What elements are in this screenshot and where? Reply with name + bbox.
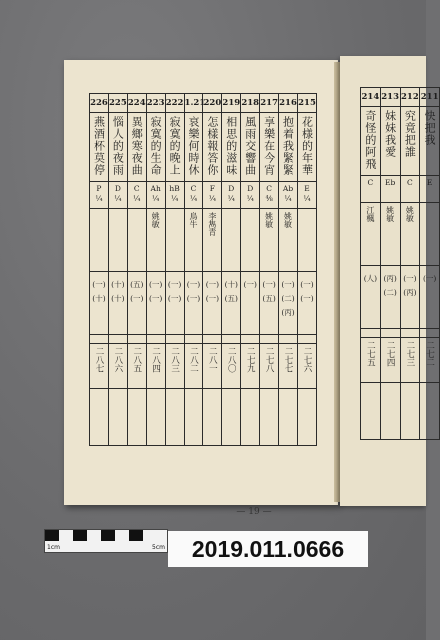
key-meter-cell xyxy=(260,182,279,209)
blank-cell xyxy=(90,389,109,446)
blank-cell xyxy=(165,389,184,446)
song-number-text: 226 xyxy=(90,98,108,108)
blank-cell xyxy=(361,383,381,440)
marks-row xyxy=(361,266,440,329)
credit-cell xyxy=(420,203,440,266)
catalog-number-cell xyxy=(260,344,279,389)
page-number: — 19 — xyxy=(236,507,272,517)
song-number-text: 216 xyxy=(279,98,297,108)
key-signature: C xyxy=(367,178,374,187)
key-signature: C xyxy=(407,178,413,187)
song-number-cell xyxy=(90,94,109,113)
blank-cell xyxy=(241,389,260,446)
spacer-cell xyxy=(400,329,420,338)
left-page xyxy=(64,60,338,517)
spacer-cell xyxy=(222,335,241,344)
marks-cell xyxy=(127,272,146,335)
song-title-text: 抱着我緊緊 xyxy=(281,116,295,176)
song-title-text: 異鄉寒夜曲 xyxy=(130,116,144,176)
blank-cell xyxy=(184,389,203,446)
blank-cell xyxy=(146,389,165,446)
right-page xyxy=(340,56,439,506)
song-number-text: 211 xyxy=(420,92,439,102)
song-title-text: 惱人的夜雨 xyxy=(111,116,125,176)
song-title-text: 哀樂何時休 xyxy=(186,116,200,176)
catalog-number-text: 二八六 xyxy=(112,347,123,373)
song-title-text: 寂寞的生命 xyxy=(149,116,163,176)
song-title-text: 奇怪的阿飛 xyxy=(363,110,377,170)
key-meter-cell xyxy=(361,176,381,203)
scale-block xyxy=(45,530,59,541)
catalog-number-cell xyxy=(361,338,381,383)
credit-row xyxy=(361,203,440,266)
spacer-cell xyxy=(184,335,203,344)
credit-cell xyxy=(127,209,146,272)
spacer-cell xyxy=(279,335,298,344)
credit-text: 姚敏 xyxy=(385,206,395,222)
key-signature: E xyxy=(426,178,433,187)
song-number-cell xyxy=(241,94,260,113)
song-title-cell xyxy=(297,113,316,182)
song-title-text: 享樂在今宵 xyxy=(262,116,276,176)
spacer-cell xyxy=(380,329,400,338)
blank-cell xyxy=(420,383,440,440)
song-title-cell xyxy=(260,113,279,182)
song-title-text: 寂寞的晚上 xyxy=(168,116,182,176)
spacer-cell xyxy=(127,335,146,344)
credit-text: 姚敏 xyxy=(283,212,293,228)
song-title-cell xyxy=(241,113,260,182)
song-number-text: 218 xyxy=(241,98,260,108)
catalog-number-cell xyxy=(184,344,203,389)
credit-cell xyxy=(279,209,298,272)
song-title-cell xyxy=(279,113,298,182)
song-title-cell xyxy=(90,113,109,182)
accession-number: 2019.011.0666 xyxy=(168,531,368,567)
credit-text: 姚敏 xyxy=(264,212,274,228)
mark: (一) xyxy=(205,294,220,303)
blank-cell xyxy=(108,389,127,446)
song-title-text: 快把我 xyxy=(423,110,437,146)
song-title-cell xyxy=(146,113,165,182)
mark: (一) xyxy=(167,280,182,289)
mark: (十) xyxy=(111,294,125,303)
mark: (五) xyxy=(224,294,238,303)
key-signature: Ab xyxy=(282,184,294,193)
mark: (一) xyxy=(262,280,276,289)
blank-cell xyxy=(203,389,222,446)
spacer-row xyxy=(361,329,440,338)
spacer-cell xyxy=(420,329,440,338)
catalog-number-cell xyxy=(90,344,109,389)
catalog-number-text: 二八四 xyxy=(150,347,161,373)
song-number-row xyxy=(361,88,440,107)
credit-cell xyxy=(203,209,222,272)
spacer-cell xyxy=(165,335,184,344)
song-title-text: 妹妹我愛 xyxy=(383,110,397,158)
song-number-text: 212 xyxy=(401,92,419,102)
credit-cell xyxy=(90,209,109,272)
mark: (一) xyxy=(205,280,220,289)
catalog-number-text: 二八五 xyxy=(131,347,142,373)
mark: (一) xyxy=(148,280,163,289)
catalog-number-text: 二八一 xyxy=(207,347,218,373)
song-number-cell xyxy=(184,94,206,113)
mark: (一) xyxy=(300,294,314,303)
credit-cell xyxy=(146,209,165,272)
catalog-number-text: 二七二 xyxy=(424,341,435,367)
credit-cell xyxy=(297,209,316,272)
catalog-number-cell xyxy=(297,344,316,389)
key-meter-cell xyxy=(241,182,260,209)
song-number-cell xyxy=(260,94,279,113)
key-meter-cell xyxy=(184,182,203,209)
song-number-cell xyxy=(380,88,400,107)
marks-cell xyxy=(241,272,260,335)
catalog-number-text: 二七六 xyxy=(301,347,312,373)
song-title-text: 花様的年華 xyxy=(300,116,314,176)
marks-cell xyxy=(400,266,420,329)
catalog-number-text: 二八二 xyxy=(188,347,199,373)
song-number-cell xyxy=(279,94,298,113)
blank-row xyxy=(90,389,317,446)
mark: (一) xyxy=(243,280,257,289)
song-number-cell xyxy=(165,94,184,113)
song-number-cell xyxy=(361,88,381,107)
credit-text: 李雋青 xyxy=(207,212,217,236)
catalog-number-cell xyxy=(241,344,260,389)
scale-block xyxy=(101,530,115,541)
blank-row xyxy=(361,383,440,440)
scale-right-label: 5cm xyxy=(152,544,165,551)
catalog-number-cell xyxy=(380,338,400,383)
song-title-row xyxy=(90,113,317,182)
mark: (一) xyxy=(167,294,182,303)
key-signature: C xyxy=(133,184,140,193)
key-signature: Ah xyxy=(150,184,161,193)
spacer-cell xyxy=(260,335,279,344)
song-index-table xyxy=(89,93,317,446)
catalog-number-text: 二八七 xyxy=(93,347,104,373)
time-signature: ¼ xyxy=(227,194,235,203)
song-title-cell xyxy=(380,107,400,176)
song-title-cell xyxy=(165,113,184,182)
mark: (丙) xyxy=(383,274,397,283)
time-signature: ¼ xyxy=(95,194,103,203)
mark: (一) xyxy=(130,294,144,303)
blank-cell xyxy=(400,383,420,440)
mark: (一) xyxy=(186,294,201,303)
catalog-number-cell xyxy=(108,344,127,389)
credit-row xyxy=(90,209,317,272)
marks-cell xyxy=(279,272,298,335)
key-meter-cell xyxy=(420,176,440,203)
key-signature: E xyxy=(304,184,310,193)
song-number-cell xyxy=(146,94,165,113)
song-title-text: 究竟把誰 xyxy=(403,110,417,158)
song-number-text: 222 xyxy=(165,98,184,108)
mark: (十) xyxy=(224,280,238,289)
mark: (十) xyxy=(92,294,106,303)
song-number-cell xyxy=(127,94,146,113)
song-title-cell xyxy=(108,113,127,182)
mark: (一) xyxy=(186,280,201,289)
scale-block xyxy=(73,530,87,541)
credit-cell xyxy=(241,209,260,272)
catalog-number-cell xyxy=(165,344,184,389)
spacer-cell xyxy=(361,329,381,338)
catalog-number-cell xyxy=(420,338,440,383)
key-meter-cell xyxy=(222,182,241,209)
catalog-number-cell xyxy=(222,344,241,389)
mark: (一) xyxy=(300,280,314,289)
song-number-cell xyxy=(203,94,222,113)
catalog-number-text: 二七五 xyxy=(365,341,376,367)
blank-cell xyxy=(222,389,241,446)
song-number-text: 225 xyxy=(108,98,127,108)
song-title-text: 燕酒杯莫停 xyxy=(92,116,106,176)
song-number-text: 1.21 xyxy=(184,98,206,108)
song-title-cell xyxy=(400,107,420,176)
blank-cell xyxy=(380,383,400,440)
key-signature: C xyxy=(190,184,197,193)
credit-cell xyxy=(222,209,241,272)
marks-cell xyxy=(146,272,165,335)
mark: (十) xyxy=(111,280,125,289)
song-number-cell xyxy=(108,94,127,113)
marks-cell xyxy=(361,266,381,329)
scale-bar xyxy=(44,529,168,553)
time-signature: ¼ xyxy=(303,194,311,203)
mark: (一) xyxy=(281,280,295,289)
key-signature: F xyxy=(209,184,215,193)
song-number-text: 213 xyxy=(381,92,399,102)
marks-cell xyxy=(165,272,184,335)
catalog-number-cell xyxy=(127,344,146,389)
song-number-text: 217 xyxy=(260,98,278,108)
marks-cell xyxy=(260,272,279,335)
marks-cell xyxy=(184,272,203,335)
key-meter-cell xyxy=(127,182,146,209)
catalog-number-text: 二七七 xyxy=(283,347,294,373)
time-signature: ¼ xyxy=(189,194,198,203)
song-number-row xyxy=(90,94,317,113)
time-signature: ¼ xyxy=(284,194,292,203)
mark: (一) xyxy=(403,274,417,283)
key-meter-cell xyxy=(297,182,316,209)
catalog-number-text: 二八三 xyxy=(169,347,180,373)
key-signature: D xyxy=(247,184,254,193)
key-meter-cell xyxy=(400,176,420,203)
spacer-row xyxy=(90,335,317,344)
blank-cell xyxy=(127,389,146,446)
song-number-text: 214 xyxy=(361,92,380,102)
key-meter-cell xyxy=(165,182,184,209)
song-number-text: 224 xyxy=(127,98,146,108)
catalog-number-row xyxy=(90,344,317,389)
marks-cell xyxy=(380,266,400,329)
time-signature: ¼ xyxy=(114,194,122,203)
mark: (二) xyxy=(281,294,295,303)
time-signature: ¼ xyxy=(133,194,141,203)
mark: (丙) xyxy=(281,308,295,317)
credit-cell xyxy=(165,209,184,272)
spacer-cell xyxy=(203,335,222,344)
song-title-cell xyxy=(203,113,222,182)
time-signature: ¼ xyxy=(170,194,179,203)
credit-cell xyxy=(400,203,420,266)
marks-cell xyxy=(222,272,241,335)
catalog-number-cell xyxy=(400,338,420,383)
song-number-cell xyxy=(420,88,440,107)
mark: (一) xyxy=(148,294,163,303)
song-number-text: 219 xyxy=(222,98,241,108)
catalog-number-text: 二七九 xyxy=(245,347,256,373)
marks-cell xyxy=(203,272,222,335)
marks-cell xyxy=(108,272,127,335)
song-number-cell xyxy=(400,88,420,107)
song-title-text: 風雨交響曲 xyxy=(243,116,257,176)
key-meter-cell xyxy=(279,182,298,209)
song-title-cell xyxy=(127,113,146,182)
key-signature: D xyxy=(114,184,121,193)
marks-row xyxy=(90,272,317,335)
key-meter-row xyxy=(361,176,440,203)
song-number-text: 223 xyxy=(146,98,165,108)
credit-cell xyxy=(184,209,203,272)
blank-cell xyxy=(279,389,298,446)
key-signature: hB xyxy=(169,184,180,193)
time-signature: ¼ xyxy=(246,194,254,203)
credit-cell xyxy=(380,203,400,266)
scale-block xyxy=(129,530,143,541)
song-title-cell xyxy=(420,107,440,176)
catalog-number-text: 二七八 xyxy=(264,347,275,373)
catalog-number-cell xyxy=(146,344,165,389)
key-signature: C xyxy=(266,184,272,193)
mark: (二) xyxy=(383,288,397,297)
song-title-cell xyxy=(184,113,203,182)
song-number-cell xyxy=(222,94,241,113)
time-signature: ⁴⁄₈ xyxy=(265,194,273,203)
song-title-text: 相思的滋味 xyxy=(224,116,238,176)
time-signature: ¼ xyxy=(152,194,160,203)
blank-cell xyxy=(297,389,316,446)
time-signature: ¼ xyxy=(208,194,217,203)
catalog-number-cell xyxy=(203,344,222,389)
catalog-number-row xyxy=(361,338,440,383)
marks-cell xyxy=(90,272,109,335)
credit-cell xyxy=(260,209,279,272)
key-meter-cell xyxy=(146,182,165,209)
mark: (一) xyxy=(92,280,106,289)
spacer-cell xyxy=(241,335,260,344)
mark: (一) xyxy=(422,274,437,283)
mark: (五) xyxy=(262,294,276,303)
song-title-cell xyxy=(222,113,241,182)
mark: (五) xyxy=(130,280,144,289)
key-signature: P xyxy=(96,184,102,193)
credit-cell xyxy=(361,203,381,266)
song-number-text: 215 xyxy=(298,98,316,108)
blank-cell xyxy=(260,389,279,446)
key-meter-row xyxy=(90,182,317,209)
key-meter-cell xyxy=(90,182,109,209)
mark: (人) xyxy=(363,274,378,283)
catalog-number-text: 二七三 xyxy=(404,341,415,367)
credit-text: 姚敏 xyxy=(405,206,415,222)
catalog-number-text: 二八〇 xyxy=(226,347,237,373)
marks-cell xyxy=(420,266,440,329)
credit-text: 鳥牛 xyxy=(188,212,198,228)
song-number-text: 220 xyxy=(203,98,222,108)
spacer-cell xyxy=(108,335,127,344)
song-title-text: 怎樣報答你 xyxy=(205,116,219,176)
catalog-number-text: 二七四 xyxy=(385,341,396,367)
mark: (丙) xyxy=(403,288,417,297)
key-signature: Eb xyxy=(384,178,396,187)
scale-left-label: 1cm xyxy=(47,544,60,551)
song-number-cell xyxy=(297,94,316,113)
key-meter-cell xyxy=(380,176,400,203)
spacer-cell xyxy=(146,335,165,344)
marks-cell xyxy=(297,272,316,335)
song-title-row xyxy=(361,107,440,176)
song-index-table-right xyxy=(360,87,440,440)
key-meter-cell xyxy=(108,182,127,209)
key-signature: D xyxy=(228,184,235,193)
spacer-cell xyxy=(297,335,316,344)
song-title-cell xyxy=(361,107,381,176)
credit-text: 姚敏 xyxy=(151,212,161,228)
catalog-number-cell xyxy=(279,344,298,389)
key-meter-cell xyxy=(203,182,222,209)
credit-cell xyxy=(108,209,127,272)
credit-text: 江楓 xyxy=(365,206,375,222)
spacer-cell xyxy=(90,335,109,344)
